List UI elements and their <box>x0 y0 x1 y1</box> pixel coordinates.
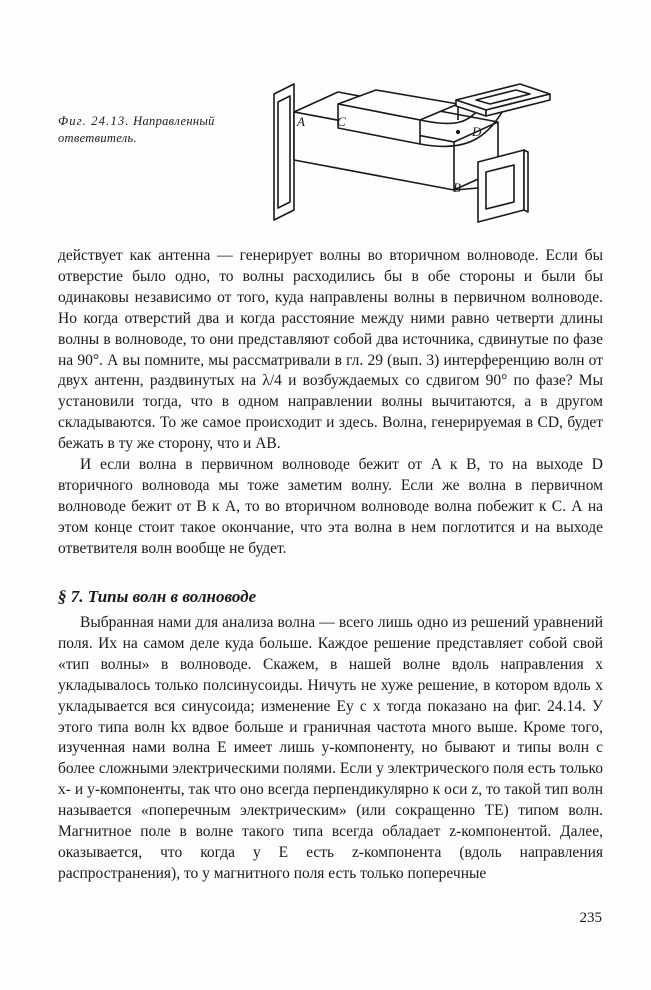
label-d: D <box>472 124 482 139</box>
figure-caption-number: Фиг. 24.13. <box>58 114 130 128</box>
label-b: B <box>453 180 461 195</box>
figure-caption-text: Направленный ответвитель. <box>58 114 215 145</box>
figure-caption <box>58 113 268 147</box>
directional-coupler-drawing <box>268 62 568 232</box>
paragraph: действует как антенна — генерирует волны во вторичном волноводе. Если бы отверстие было одно, то волны расходились бы в обе стороны и были бы одинаковы независимо от того, куда направлены волны в первичном волноводе. Но когда отверстий два и когда расстояние между ними равно четверти длины волны в волноводе, то они представляют собой два источника, сдвинутые по фазе на 90°. А вы помните, мы рассматривали в гл. 29 (вып. 3) интерференцию волн от двух антенн, раздвинутых на λ/4 и возбуждаемых со сдвигом 90° по фазе? Мы установили тогда, что в одном направлении волны вычитаются, а в другом складываются. То же самое происходит и здесь. Волна, генерируемая в CD, будет бежать в ту же сторону, что и AB. <box>58 247 603 453</box>
text-block-top <box>58 246 603 560</box>
paragraph: И если волна в первичном волноводе бежит от A к B, то на выходе D вторичного волновода мы тоже заметим волну. Если же волна в первичном волноводе бежит от B к A, то во вторичном волноводе волна побежит к C. А на этом конце стоит такое окончание, что эта волна в нем поглотится и на выходе ответвителя волн вообще не будет. <box>58 456 603 557</box>
paragraph: Выбранная нами для анализа волна — всего лишь одно из решений уравнений поля. Их на самом деле куда больше. Каждое решение представляет собой свой «тип волны» в волноводе. Скажем, в нашей волне вдоль направления x укладывалось только полсинусоиды. Ничуть не хуже решение, в котором вдоль x укладывается вся синусоида; изменение Ey с x тогда показано на фиг. 24.14. У этого типа волн kx вдвое больше и граничная частота много выше. Кроме того, изученная нами волна E имеет лишь y-компоненту, но бывают и типы волн с более сложными электрическими полями. Если у электрического поля есть только x- и y-компоненты, так что оно всегда перпендикулярно к оси z, то такой тип волн называется «поперечным электрическим» (или сокращенно TE) типом волн. Магнитное поле в волне такого типа всегда обладает z-компонентой. Далее, оказывается, что когда у E есть z-компонента (вдоль направления распространения), то у магнитного поля есть только поперечные <box>58 614 603 882</box>
label-a: A <box>297 114 305 129</box>
section-heading: § 7. Типы волн в волноводе <box>58 587 257 606</box>
text-block-bottom <box>58 613 603 885</box>
page-number: 235 <box>579 910 602 926</box>
figure <box>0 0 651 240</box>
label-c: C <box>337 114 346 129</box>
